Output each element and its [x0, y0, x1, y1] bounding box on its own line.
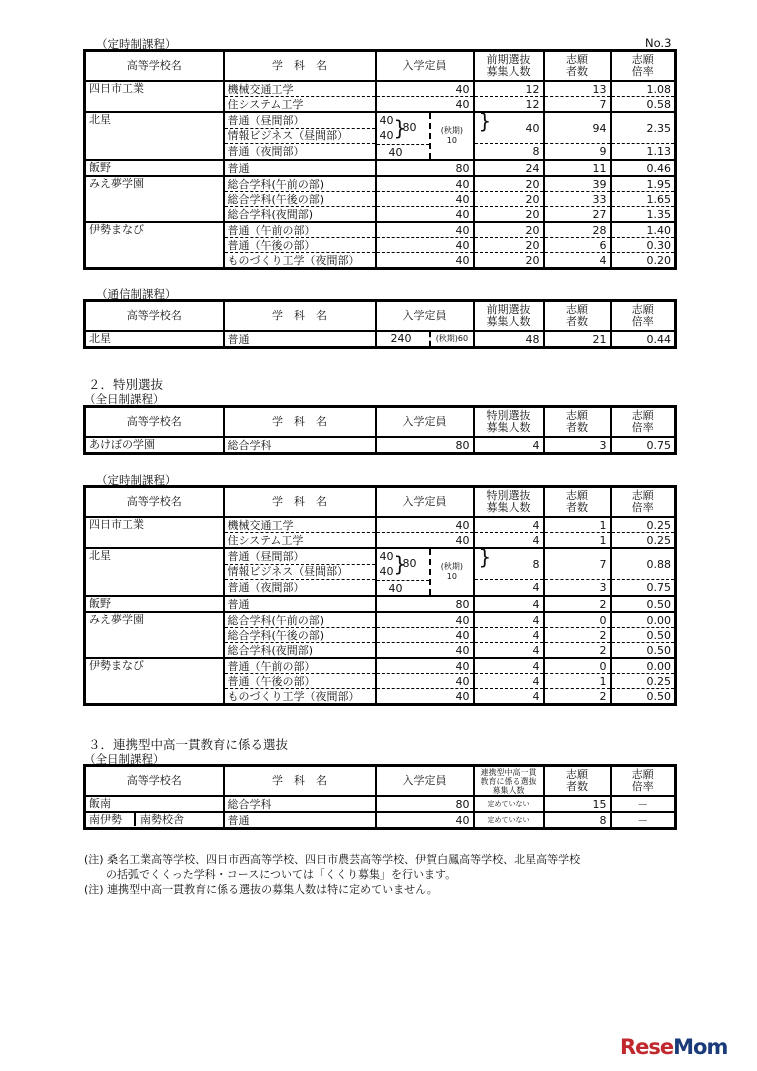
department-name: 普通: [224, 160, 376, 176]
application-ratio: 0.50: [611, 596, 676, 612]
capacity-cell: [376, 331, 474, 348]
capacity: 40: [376, 238, 474, 253]
dashed-divider: [377, 580, 430, 581]
department-name: 住システム工学: [224, 533, 376, 549]
application-ratio: －: [611, 796, 676, 812]
recruit-count: 4: [474, 612, 544, 628]
applicant-count: 13: [544, 81, 611, 97]
school-name: [85, 812, 224, 829]
capacity: 40: [376, 612, 474, 628]
autumn-label: (秋期): [440, 126, 464, 135]
dashed-divider: [377, 144, 430, 145]
column-header: 入学定員: [376, 51, 474, 82]
application-ratio: 0.20: [611, 253, 676, 269]
table-row: [85, 612, 676, 628]
capacity: 40: [376, 192, 474, 207]
table-row: [85, 112, 676, 128]
applicant-count: 27: [544, 207, 611, 223]
column-header: 志願 者数: [544, 51, 611, 82]
capacity: 40: [376, 689, 474, 705]
recruit-count: 20: [474, 238, 544, 253]
department-name: 普通（昼間部）: [224, 112, 376, 128]
subtitle-teiji-2: （定時制課程）: [96, 473, 177, 487]
application-ratio: 1.08: [611, 81, 676, 97]
section-2-title: ２．特別選抜: [88, 377, 164, 392]
school-name-text: 北星: [89, 332, 111, 345]
application-ratio: 1.95: [611, 176, 676, 192]
recruit-count: 4: [474, 628, 544, 643]
department-name: 普通（午後の部）: [224, 238, 376, 253]
school-name: [85, 517, 224, 548]
recruit-count: 24: [474, 160, 544, 176]
recruit-count: 4: [474, 689, 544, 705]
column-header: 学 科 名: [224, 301, 376, 332]
column-header: 志願 倍率: [611, 407, 676, 438]
school-name-text: 四日市工業: [89, 82, 144, 95]
column-header: 学 科 名: [224, 51, 376, 82]
recruit-count: 定めていない: [474, 812, 544, 829]
school-name: [85, 81, 224, 112]
capacity-value: 40: [379, 129, 394, 142]
school-name: [85, 160, 224, 176]
recruit-count: 48: [474, 331, 544, 348]
header-row: [85, 766, 676, 797]
capacity-value: 40: [379, 565, 394, 578]
school-name: [85, 796, 224, 812]
applicant-count: 4: [544, 253, 611, 269]
school-name-text: 飯野: [89, 597, 111, 610]
autumn-label: (秋期): [440, 562, 464, 571]
recruit-count: 12: [474, 97, 544, 113]
note-1-cont: の括弧でくくった学科・コースについては「くくり募集」を行います。: [84, 868, 457, 881]
capacity: 40: [376, 517, 474, 533]
department-name: 機械交通工学: [224, 81, 376, 97]
capacity: 80: [376, 796, 474, 812]
table-tokubetsu-zennichi: [83, 405, 677, 455]
column-header: 学 科 名: [224, 766, 376, 797]
recruit-count: 12: [474, 81, 544, 97]
note-1: (注) 桑名工業高等学校、四日市西高等学校、四日市農芸高等学校、伊賀白鳳高等学校、北星高等学校: [84, 853, 581, 866]
school-name-text: 飯野: [89, 161, 111, 174]
capacity-cell: [376, 548, 474, 596]
applicant-count: 33: [544, 192, 611, 207]
department-name: 総合学科(午後の部): [224, 192, 376, 207]
application-ratio: 0.50: [611, 628, 676, 643]
column-header: 志願 者数: [544, 487, 611, 518]
capacity: 40: [376, 97, 474, 113]
capacity-cell: [376, 112, 474, 160]
department-name: 総合学科(夜間部): [224, 643, 376, 659]
department-name: 普通: [224, 596, 376, 612]
school-name: [85, 222, 224, 269]
school-name-text: 伊勢まなび: [89, 223, 144, 236]
table-row: [85, 176, 676, 192]
school-name: [85, 437, 224, 454]
table-zenki-tsushin: [83, 299, 677, 349]
table-zenki-teiji: [83, 49, 677, 270]
campus-name: 南勢校舎: [134, 813, 184, 826]
department-name: 機械交通工学: [224, 517, 376, 533]
logo-text-a: Rese: [620, 1035, 674, 1059]
column-header: 前期選抜 募集人数: [474, 51, 544, 82]
department-name: ものづくり工学（夜間部）: [224, 689, 376, 705]
autumn-value: 10: [446, 136, 457, 145]
column-header: 入学定員: [376, 301, 474, 332]
application-ratio: 0.25: [611, 517, 676, 533]
department-name: 普通（午後の部）: [224, 674, 376, 689]
application-ratio: 1.40: [611, 222, 676, 238]
column-header: 志願 倍率: [611, 766, 676, 797]
table-renkei-zennichi: [83, 764, 677, 830]
applicant-count: 1: [544, 674, 611, 689]
capacity-box: [377, 332, 473, 346]
school-name-text: 飯南: [89, 797, 111, 810]
capacity: 40: [376, 674, 474, 689]
application-ratio: 0.46: [611, 160, 676, 176]
subtitle-zennichi-3: （全日制課程）: [84, 752, 165, 766]
applicant-count: 2: [544, 689, 611, 705]
table-tokubetsu-teiji: [83, 485, 677, 706]
applicant-count: 2: [544, 643, 611, 659]
capacity: 80: [376, 437, 474, 454]
application-ratio: 0.50: [611, 643, 676, 659]
school-name-text: 南伊勢: [89, 813, 122, 826]
subtitle-tsushin: （通信制課程）: [96, 287, 177, 301]
school-name: [85, 596, 224, 612]
school-name-text: あけぼの学園: [89, 438, 155, 451]
capacity-value: 40: [388, 582, 403, 595]
table-row: [85, 517, 676, 533]
applicant-count: 11: [544, 160, 611, 176]
header-row: [85, 487, 676, 518]
capacity: 40: [376, 643, 474, 659]
recruit-count: 4: [474, 674, 544, 689]
applicant-count: 0: [544, 658, 611, 674]
recruit-count: 4: [474, 596, 544, 612]
capacity-box: [377, 549, 473, 595]
applicant-count: 39: [544, 176, 611, 192]
capacity: 80: [376, 596, 474, 612]
applicant-count: 6: [544, 238, 611, 253]
column-header: 特別選抜 募集人数: [474, 487, 544, 518]
applicant-count: 2: [544, 596, 611, 612]
department-name: 総合学科(午前の部): [224, 612, 376, 628]
school-name: 北星: [85, 112, 224, 160]
column-header: 高等学校名: [85, 301, 224, 332]
logo-text-b: Mom: [673, 1035, 728, 1059]
recruit-count: 20: [474, 222, 544, 238]
capacity: 80: [376, 160, 474, 176]
department-name: 総合学科(夜間部): [224, 207, 376, 223]
department-name: 普通（昼間部）: [224, 548, 376, 564]
application-ratio: 0.00: [611, 658, 676, 674]
brace-icon: }: [393, 552, 407, 576]
applicant-count: 2: [544, 628, 611, 643]
school-name: [85, 176, 224, 222]
school-name-text: 四日市工業: [89, 518, 144, 531]
capacity-value: 40: [388, 146, 403, 159]
recruit-count: 4: [474, 517, 544, 533]
table-row: [85, 658, 676, 674]
table-row: [85, 548, 676, 564]
capacity-value: 40: [379, 114, 394, 127]
recruit-count: 定めていない: [474, 796, 544, 812]
applicant-count: 94: [544, 112, 611, 144]
application-ratio: 2.35: [611, 112, 676, 144]
department-name: 情報ビジネス（昼間部）: [224, 128, 376, 144]
recruit-count: 20: [474, 253, 544, 269]
column-header: 志願 倍率: [611, 301, 676, 332]
column-header: 高等学校名: [85, 51, 224, 82]
recruit-count: 4: [474, 437, 544, 454]
department-name: 総合学科: [224, 796, 376, 812]
capacity-values: [377, 549, 430, 595]
recruit-count: 20: [474, 176, 544, 192]
school-name: [85, 612, 224, 658]
subtitle-zennichi: （全日制課程）: [84, 392, 165, 406]
capacity: 40: [376, 658, 474, 674]
recruit-count: 4: [474, 533, 544, 549]
header-row: [85, 407, 676, 438]
column-header: 入学定員: [376, 407, 474, 438]
recruit-count: [474, 548, 544, 580]
brace-icon: }: [393, 116, 407, 140]
school-name: 北星: [85, 548, 224, 596]
subtitle-teiji: （定時制課程）: [96, 37, 177, 51]
header-row: [85, 51, 676, 82]
table-row: [85, 81, 676, 97]
recruit-count: 4: [474, 643, 544, 659]
department-name: 普通（夜間部）: [224, 580, 376, 596]
capacity: 40: [376, 207, 474, 223]
column-header: 入学定員: [376, 487, 474, 518]
recruit-count: 20: [474, 192, 544, 207]
capacity: 40: [376, 81, 474, 97]
applicant-count: 1: [544, 533, 611, 549]
application-ratio: 1.65: [611, 192, 676, 207]
application-ratio: 0.25: [611, 533, 676, 549]
application-ratio: 1.35: [611, 207, 676, 223]
autumn-note: (秋期)60: [429, 332, 472, 346]
column-header: 高等学校名: [85, 487, 224, 518]
school-name-text: みえ夢学園: [89, 177, 144, 190]
applicant-count: 1: [544, 517, 611, 533]
table-row: [85, 437, 676, 454]
brace-icon: }: [478, 548, 492, 569]
column-header: 志願 者数: [544, 301, 611, 332]
department-name: 総合学科(午前の部): [224, 176, 376, 192]
column-header: 志願 者数: [544, 766, 611, 797]
column-header: 特別選抜 募集人数: [474, 407, 544, 438]
department-name: 情報ビジネス（昼間部）: [224, 564, 376, 580]
application-ratio: 1.13: [611, 144, 676, 160]
recruit-count: 4: [474, 580, 544, 596]
school-name: [85, 331, 224, 348]
column-header: 学 科 名: [224, 407, 376, 438]
applicant-count: 3: [544, 437, 611, 454]
school-name: [85, 658, 224, 705]
autumn-note: [429, 113, 472, 159]
applicant-count: 7: [544, 548, 611, 580]
table-row: [85, 796, 676, 812]
capacity: 40: [376, 628, 474, 643]
department-name: 住システム工学: [224, 97, 376, 113]
capacity-box: [377, 113, 473, 159]
recruit-value: 8: [532, 557, 540, 571]
applicant-count: 9: [544, 144, 611, 160]
column-header: 志願 倍率: [611, 487, 676, 518]
application-ratio: 0.50: [611, 689, 676, 705]
capacity: 40: [376, 812, 474, 829]
section-3-title: ３．連携型中高一貫教育に係る選抜: [88, 737, 289, 752]
autumn-note: [429, 549, 472, 595]
table-row: [85, 160, 676, 176]
column-header: 学 科 名: [224, 487, 376, 518]
table-row: [85, 331, 676, 348]
column-header: 連携型中高一貫 教育に係る選抜 募集人数: [474, 766, 544, 797]
applicant-count: 3: [544, 580, 611, 596]
recruit-value: 40: [525, 121, 540, 135]
school-name-text: みえ夢学園: [89, 613, 144, 626]
column-header: 志願 倍率: [611, 51, 676, 82]
recruit-count: 20: [474, 207, 544, 223]
capacity: 40: [376, 253, 474, 269]
recruit-count: [474, 112, 544, 144]
application-ratio: 0.00: [611, 612, 676, 628]
applicant-count: 28: [544, 222, 611, 238]
capacity: 40: [376, 533, 474, 549]
application-ratio: 0.75: [611, 580, 676, 596]
capacity: 40: [376, 176, 474, 192]
table-row: [85, 222, 676, 238]
application-ratio: 0.44: [611, 331, 676, 348]
recruit-count: 4: [474, 658, 544, 674]
applicant-count: 8: [544, 812, 611, 829]
column-header: 高等学校名: [85, 766, 224, 797]
department-name: 普通: [224, 331, 376, 348]
page-number: No.3: [645, 36, 672, 50]
capacity-sum: 80: [402, 121, 417, 134]
applicant-count: 0: [544, 612, 611, 628]
capacity-value: 240: [390, 332, 412, 345]
column-header: 前期選抜 募集人数: [474, 301, 544, 332]
school-name-text: 伊勢まなび: [89, 659, 144, 672]
department-name: ものづくり工学（夜間部）: [224, 253, 376, 269]
table-row: [85, 596, 676, 612]
application-ratio: －: [611, 812, 676, 829]
autumn-value: 10: [446, 572, 457, 581]
capacity-sum: 80: [402, 557, 417, 570]
capacity: 40: [376, 222, 474, 238]
application-ratio: 0.25: [611, 674, 676, 689]
applicant-count: 21: [544, 331, 611, 348]
department-name: 普通（午前の部）: [224, 658, 376, 674]
brace-icon: }: [478, 112, 492, 133]
table-row: [85, 812, 676, 829]
applicant-count: 15: [544, 796, 611, 812]
applicant-count: 7: [544, 97, 611, 113]
note-2: (注) 連携型中高一貫教育に係る選抜の募集人数は特に定めていません。: [84, 883, 438, 896]
application-ratio: 0.88: [611, 548, 676, 580]
department-name: 総合学科(午後の部): [224, 628, 376, 643]
capacity-value: 40: [379, 550, 394, 563]
application-ratio: 0.30: [611, 238, 676, 253]
department-name: 普通（夜間部）: [224, 144, 376, 160]
header-row: [85, 301, 676, 332]
column-header: 入学定員: [376, 766, 474, 797]
column-header: 志願 者数: [544, 407, 611, 438]
capacity-values: [377, 113, 430, 159]
department-name: 総合学科: [224, 437, 376, 454]
application-ratio: 0.58: [611, 97, 676, 113]
recruit-count: 8: [474, 144, 544, 160]
application-ratio: 0.75: [611, 437, 676, 454]
resemom-logo: [620, 1035, 727, 1059]
department-name: 普通: [224, 812, 376, 829]
column-header: 高等学校名: [85, 407, 224, 438]
department-name: 普通（午前の部）: [224, 222, 376, 238]
